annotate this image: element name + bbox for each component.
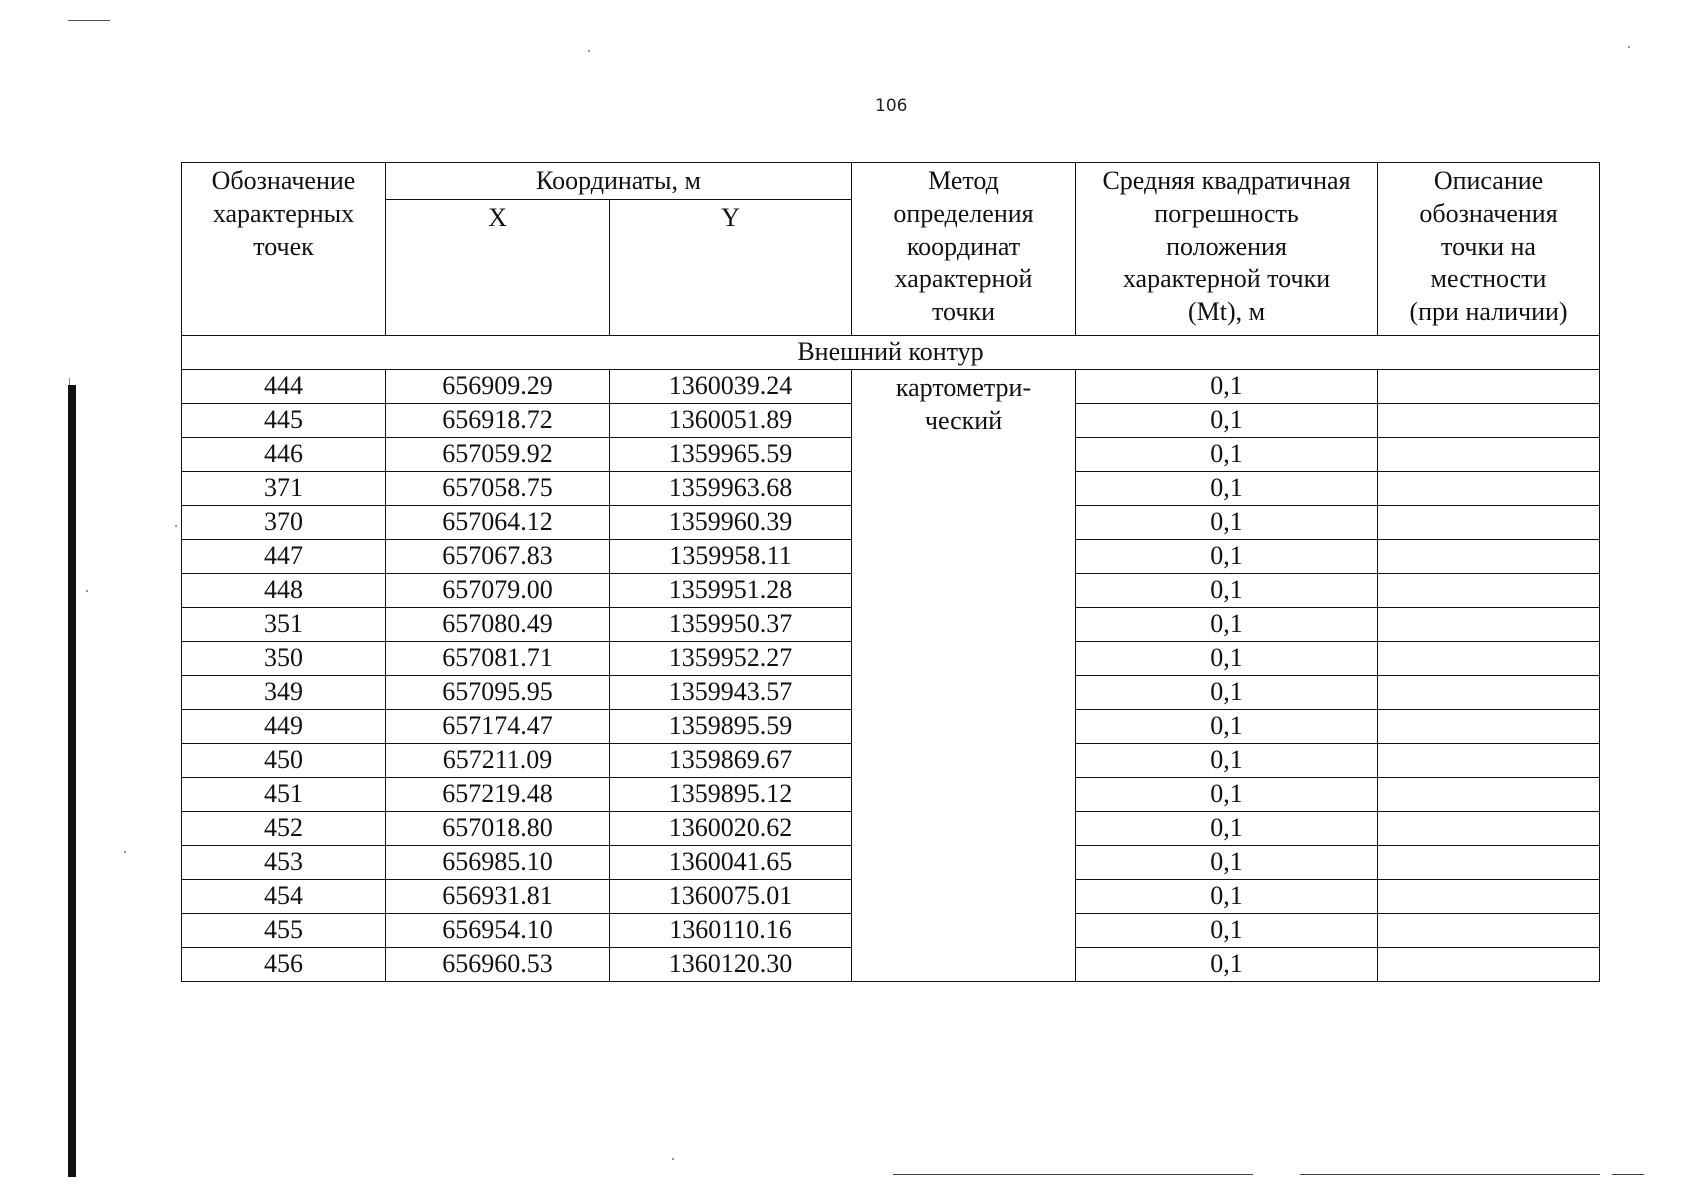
cell-mt: 0,1: [1076, 574, 1378, 608]
cell-x: 657064.12: [386, 506, 610, 540]
cell-point: 449: [182, 710, 386, 744]
cell-description: [1378, 574, 1600, 608]
cell-y: 1359960.39: [610, 506, 852, 540]
cell-mt: 0,1: [1076, 914, 1378, 948]
page-number: 106: [875, 96, 908, 116]
cell-point: 444: [182, 370, 386, 404]
cell-mt: 0,1: [1076, 710, 1378, 744]
cell-mt: 0,1: [1076, 472, 1378, 506]
cell-mt: 0,1: [1076, 778, 1378, 812]
cell-x: 657174.47: [386, 710, 610, 744]
scan-speck: [1628, 46, 1630, 48]
cell-point: 447: [182, 540, 386, 574]
cell-point: 455: [182, 914, 386, 948]
cell-mt: 0,1: [1076, 846, 1378, 880]
scan-dash: [893, 1174, 1253, 1175]
cell-point: 349: [182, 676, 386, 710]
scan-speck: [86, 590, 88, 592]
cell-mt: 0,1: [1076, 506, 1378, 540]
table-body: [182, 336, 1600, 982]
cell-x: 656960.53: [386, 948, 610, 982]
cell-point: 456: [182, 948, 386, 982]
cell-point: 448: [182, 574, 386, 608]
cell-y: 1360120.30: [610, 948, 852, 982]
cell-x: 656954.10: [386, 914, 610, 948]
cell-y: 1359963.68: [610, 472, 852, 506]
cell-x: 657081.71: [386, 642, 610, 676]
cell-description: [1378, 506, 1600, 540]
cell-mt: 0,1: [1076, 880, 1378, 914]
cell-x: 656909.29: [386, 370, 610, 404]
table-row: [182, 370, 1600, 404]
coordinates-table: [181, 162, 1600, 982]
cell-point: 450: [182, 744, 386, 778]
cell-mt: 0,1: [1076, 370, 1378, 404]
cell-x: 657058.75: [386, 472, 610, 506]
cell-description: [1378, 608, 1600, 642]
header-method: Метод определения координат характерной точки: [852, 163, 1076, 336]
cell-point: 446: [182, 438, 386, 472]
scan-speck: [672, 1158, 674, 1160]
cell-y: 1359965.59: [610, 438, 852, 472]
cell-description: [1378, 472, 1600, 506]
scan-edge-bar: [68, 385, 76, 1177]
cell-point: 351: [182, 608, 386, 642]
cell-point: 454: [182, 880, 386, 914]
cell-description: [1378, 744, 1600, 778]
header-point-designation: Обозначение характерных точек: [182, 163, 386, 336]
scan-speck: [124, 851, 126, 853]
cell-y: 1360039.24: [610, 370, 852, 404]
cell-point: 371: [182, 472, 386, 506]
cell-description: [1378, 914, 1600, 948]
cell-mt: 0,1: [1076, 744, 1378, 778]
cell-description: [1378, 370, 1600, 404]
cell-point: 445: [182, 404, 386, 438]
section-title: Внешний контур: [182, 336, 1600, 370]
cell-x: 657219.48: [386, 778, 610, 812]
cell-y: 1360110.16: [610, 914, 852, 948]
cell-point: 370: [182, 506, 386, 540]
cell-description: [1378, 676, 1600, 710]
cell-y: 1359869.67: [610, 744, 852, 778]
header-x: X: [386, 200, 610, 336]
cell-y: 1359952.27: [610, 642, 852, 676]
cell-x: 656931.81: [386, 880, 610, 914]
scan-speck: [588, 50, 590, 52]
cell-point: 451: [182, 778, 386, 812]
cell-y: 1360075.01: [610, 880, 852, 914]
cell-x: 657079.00: [386, 574, 610, 608]
cell-mt: 0,1: [1076, 948, 1378, 982]
cell-x: 656985.10: [386, 846, 610, 880]
header-coordinates: Координаты, м: [386, 163, 852, 200]
cell-x: 657211.09: [386, 744, 610, 778]
cell-description: [1378, 948, 1600, 982]
scan-speck: [175, 525, 177, 527]
cell-description: [1378, 642, 1600, 676]
cell-description: [1378, 778, 1600, 812]
cell-y: 1359958.11: [610, 540, 852, 574]
cell-y: 1360051.89: [610, 404, 852, 438]
cell-mt: 0,1: [1076, 540, 1378, 574]
cell-x: 657095.95: [386, 676, 610, 710]
cell-mt: 0,1: [1076, 404, 1378, 438]
cell-x: 656918.72: [386, 404, 610, 438]
cell-y: 1359895.59: [610, 710, 852, 744]
cell-description: [1378, 846, 1600, 880]
cell-mt: 0,1: [1076, 608, 1378, 642]
header-error: Средняя квадратичная погрешность положения характерной точки (Mt), м: [1076, 163, 1378, 336]
cell-x: 657067.83: [386, 540, 610, 574]
scan-dash: [1300, 1174, 1600, 1175]
cell-y: 1360041.65: [610, 846, 852, 880]
cell-point: 452: [182, 812, 386, 846]
cell-x: 657059.92: [386, 438, 610, 472]
cell-y: 1359895.12: [610, 778, 852, 812]
header-y: Y: [610, 200, 852, 336]
cell-description: [1378, 540, 1600, 574]
cell-y: 1360020.62: [610, 812, 852, 846]
header-description: Описание обозначения точки на местности (при наличии): [1378, 163, 1600, 336]
cell-x: 657080.49: [386, 608, 610, 642]
cell-description: [1378, 438, 1600, 472]
cell-description: [1378, 812, 1600, 846]
cell-mt: 0,1: [1076, 676, 1378, 710]
cell-description: [1378, 880, 1600, 914]
cell-point: 453: [182, 846, 386, 880]
cell-mt: 0,1: [1076, 642, 1378, 676]
cell-mt: 0,1: [1076, 438, 1378, 472]
cell-point: 350: [182, 642, 386, 676]
scan-mark: [68, 20, 110, 21]
scan-dash: [1612, 1174, 1644, 1175]
cell-y: 1359950.37: [610, 608, 852, 642]
cell-method: картометри- ческий: [852, 370, 1076, 982]
cell-y: 1359943.57: [610, 676, 852, 710]
cell-description: [1378, 404, 1600, 438]
cell-mt: 0,1: [1076, 812, 1378, 846]
cell-y: 1359951.28: [610, 574, 852, 608]
cell-x: 657018.80: [386, 812, 610, 846]
cell-description: [1378, 710, 1600, 744]
